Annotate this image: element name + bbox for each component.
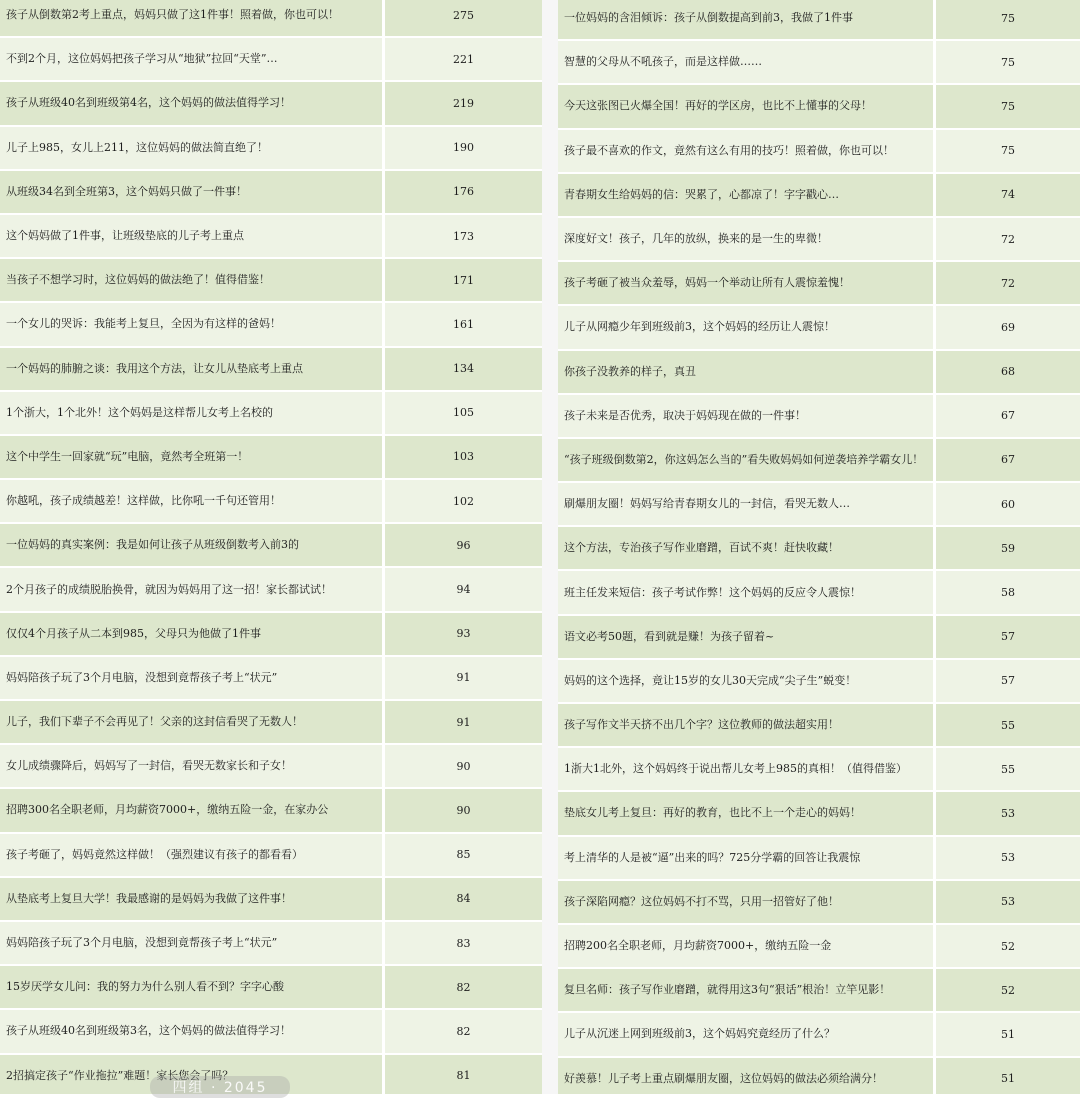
article-title-cell: 儿子，我们下辈子不会再见了！父亲的这封信看哭了无数人！ [0, 701, 385, 745]
article-title-cell: 妈妈的这个选择，竟让15岁的女儿30天完成“尖子生”蜕变！ [558, 660, 936, 704]
read-count-cell: 67 [936, 395, 1080, 439]
table-row [558, 306, 1080, 350]
table-row [0, 966, 542, 1010]
table-row [558, 704, 1080, 748]
read-count-cell: 81 [385, 1055, 542, 1095]
article-title-cell: 不到2个月，这位妈妈把孩子学习从“地狱”拉回“天堂”… [0, 38, 385, 82]
article-title-cell: 你孩子没教养的样子，真丑 [558, 351, 936, 395]
table-row [0, 480, 542, 524]
read-count-cell: 67 [936, 439, 1080, 483]
table-row [558, 660, 1080, 704]
table-row [558, 571, 1080, 615]
article-title-cell: 孩子从班级40名到班级第4名，这个妈妈的做法值得学习！ [0, 82, 385, 126]
read-count-cell: 90 [385, 789, 542, 833]
table-row [0, 878, 542, 922]
article-title-cell: 孩子深陷网瘾？这位妈妈不打不骂，只用一招管好了他！ [558, 881, 936, 925]
article-title-cell: 考上清华的人是被“逼”出来的吗？725分学霸的回答让我震惊 [558, 837, 936, 881]
read-count-cell: 55 [936, 704, 1080, 748]
article-title-cell: 妈妈陪孩子玩了3个月电脑，没想到竟帮孩子考上“状元” [0, 922, 385, 966]
read-count-cell: 52 [936, 925, 1080, 969]
table-row [0, 38, 542, 82]
table-row [558, 174, 1080, 218]
table-row [0, 745, 542, 789]
article-title-cell: 孩子考砸了被当众羞辱，妈妈一个举动让所有人震惊羞愧！ [558, 262, 936, 306]
article-title-cell: 儿子从沉迷上网到班级前3，这个妈妈究竟经历了什么？ [558, 1013, 936, 1057]
table-row [558, 969, 1080, 1013]
article-title-cell: 一个女儿的哭诉：我能考上复旦，全因为有这样的爸妈！ [0, 303, 385, 347]
article-title-cell: 1浙大1北外，这个妈妈终于说出帮儿女考上985的真相！（值得借鉴） [558, 748, 936, 792]
table-row [558, 1058, 1080, 1095]
article-title-cell: 一位妈妈的含泪倾诉：孩子从倒数提高到前3，我做了1件事 [558, 0, 936, 41]
table-row [0, 215, 542, 259]
table-row [0, 0, 542, 38]
read-count-cell: 84 [385, 878, 542, 922]
read-count-cell: 75 [936, 41, 1080, 85]
read-count-cell: 72 [936, 262, 1080, 306]
read-count-cell: 85 [385, 834, 542, 878]
table-row [558, 925, 1080, 969]
read-count-cell: 53 [936, 837, 1080, 881]
read-count-cell: 75 [936, 85, 1080, 129]
read-count-cell: 57 [936, 616, 1080, 660]
read-count-cell: 176 [385, 171, 542, 215]
article-title-cell: 孩子最不喜欢的作文，竟然有这么有用的技巧！照着做，你也可以！ [558, 130, 936, 174]
article-title-cell: “孩子班级倒数第2，你这妈怎么当的”看失败妈妈如何逆袭培养学霸女儿！ [558, 439, 936, 483]
table-row [0, 834, 542, 878]
read-count-cell: 91 [385, 657, 542, 701]
article-title-cell: 孩子从班级40名到班级第3名，这个妈妈的做法值得学习！ [0, 1010, 385, 1054]
article-title-cell: 15岁厌学女儿问：我的努力为什么别人看不到？字字心酸 [0, 966, 385, 1010]
article-title-cell: 智慧的父母从不吼孩子，而是这样做…… [558, 41, 936, 85]
article-title-cell: 孩子考砸了，妈妈竟然这样做！（强烈建议有孩子的都看看） [0, 834, 385, 878]
article-title-cell: 儿子上985，女儿上211，这位妈妈的做法简直绝了！ [0, 127, 385, 171]
article-title-cell: 今天这张图已火爆全国！再好的学区房，也比不上懂事的父母！ [558, 85, 936, 129]
table-row [558, 1013, 1080, 1057]
read-count-cell: 171 [385, 259, 542, 303]
table-row [0, 392, 542, 436]
read-count-cell: 59 [936, 527, 1080, 571]
article-title-cell: 2招搞定孩子“作业拖拉”难题！家长您会了吗？ [0, 1055, 385, 1095]
article-title-cell: 这个方法，专治孩子写作业磨蹭，百试不爽！赶快收藏！ [558, 527, 936, 571]
article-title-cell: 妈妈陪孩子玩了3个月电脑，没想到竟帮孩子考上“状元” [0, 657, 385, 701]
table-row [0, 922, 542, 966]
article-title-cell: 招聘200名全职老师，月均薪资7000+，缴纳五险一金 [558, 925, 936, 969]
read-count-cell: 57 [936, 660, 1080, 704]
table-row [0, 657, 542, 701]
article-title-cell: 从垫底考上复旦大学！我最感谢的是妈妈为我做了这件事！ [0, 878, 385, 922]
table-row [0, 303, 542, 347]
article-title-cell: 孩子从倒数第2考上重点，妈妈只做了这1件事！照着做，你也可以！ [0, 0, 385, 38]
read-count-cell: 102 [385, 480, 542, 524]
read-count-cell: 275 [385, 0, 542, 38]
read-count-cell: 190 [385, 127, 542, 171]
read-count-cell: 53 [936, 881, 1080, 925]
article-title-cell: 女儿成绩骤降后，妈妈写了一封信，看哭无数家长和子女！ [0, 745, 385, 789]
table-row [0, 127, 542, 171]
read-count-cell: 103 [385, 436, 542, 480]
article-title-cell: 儿子从网瘾少年到班级前3，这个妈妈的经历让人震惊！ [558, 306, 936, 350]
table-row [558, 792, 1080, 836]
article-title-cell: 招聘300名全职老师，月均薪资7000+，缴纳五险一金，在家办公 [0, 789, 385, 833]
read-count-cell: 161 [385, 303, 542, 347]
article-title-cell: 2个月孩子的成绩脱胎换骨，就因为妈妈用了这一招！家长都试试！ [0, 568, 385, 612]
read-count-cell: 72 [936, 218, 1080, 262]
table-row [0, 171, 542, 215]
read-count-cell: 69 [936, 306, 1080, 350]
table-row [558, 41, 1080, 85]
read-count-cell: 51 [936, 1058, 1080, 1095]
table-row [558, 395, 1080, 439]
table-row [0, 436, 542, 480]
read-count-cell: 94 [385, 568, 542, 612]
table-row [0, 259, 542, 303]
read-count-cell: 96 [385, 524, 542, 568]
article-title-cell: 好羡慕！儿子考上重点刷爆朋友圈，这位妈妈的做法必须给满分！ [558, 1058, 936, 1095]
table-row [558, 527, 1080, 571]
table-row [558, 881, 1080, 925]
table-gutter [542, 0, 558, 1094]
table-row [0, 568, 542, 612]
read-count-cell: 75 [936, 0, 1080, 41]
article-title-cell: 孩子写作文半天挤不出几个字？这位教师的做法超实用！ [558, 704, 936, 748]
read-count-cell: 83 [385, 922, 542, 966]
read-count-cell: 52 [936, 969, 1080, 1013]
table-row [558, 837, 1080, 881]
table-row [558, 85, 1080, 129]
article-title-cell: 孩子未来是否优秀，取决于妈妈现在做的一件事！ [558, 395, 936, 439]
article-title-cell: 刷爆朋友圈！妈妈写给青春期女儿的一封信，看哭无数人… [558, 483, 936, 527]
read-count-cell: 219 [385, 82, 542, 126]
watermark: 四组 · 2045 [150, 1076, 290, 1098]
article-title-cell: 一个妈妈的肺腑之谈：我用这个方法，让女儿从垫底考上重点 [0, 348, 385, 392]
table-row [0, 701, 542, 745]
article-title-cell: 这个妈妈做了1件事，让班级垫底的儿子考上重点 [0, 215, 385, 259]
table-row [0, 524, 542, 568]
article-title-cell: 青春期女生给妈妈的信：哭累了，心都凉了！字字戳心… [558, 174, 936, 218]
table-row [0, 789, 542, 833]
table-row [558, 483, 1080, 527]
read-count-cell: 134 [385, 348, 542, 392]
table-row [558, 439, 1080, 483]
table-row [558, 748, 1080, 792]
read-count-cell: 55 [936, 748, 1080, 792]
article-title-cell: 仅仅4个月孩子从二本到985，父母只为他做了1件事 [0, 613, 385, 657]
read-count-cell: 60 [936, 483, 1080, 527]
article-title-cell: 从班级34名到全班第3，这个妈妈只做了一件事！ [0, 171, 385, 215]
table-row [0, 1010, 542, 1054]
table-row [558, 0, 1080, 41]
read-count-cell: 51 [936, 1013, 1080, 1057]
table-row [558, 616, 1080, 660]
table-row [558, 130, 1080, 174]
read-count-cell: 68 [936, 351, 1080, 395]
article-title-cell: 一位妈妈的真实案例：我是如何让孩子从班级倒数考入前3的 [0, 524, 385, 568]
read-count-cell: 173 [385, 215, 542, 259]
read-count-cell: 82 [385, 966, 542, 1010]
article-title-cell: 班主任发来短信：孩子考试作弊！这个妈妈的反应令人震惊！ [558, 571, 936, 615]
article-title-cell: 你越吼，孩子成绩越差！这样做，比你吼一千句还管用！ [0, 480, 385, 524]
read-count-cell: 53 [936, 792, 1080, 836]
article-title-cell: 这个中学生一回家就“玩”电脑，竟然考全班第一！ [0, 436, 385, 480]
read-count-cell: 93 [385, 613, 542, 657]
read-count-cell: 221 [385, 38, 542, 82]
read-count-cell: 105 [385, 392, 542, 436]
table-row [558, 218, 1080, 262]
article-title-cell: 1个浙大，1个北外！这个妈妈是这样帮儿女考上名校的 [0, 392, 385, 436]
article-title-cell: 复旦名师：孩子写作业磨蹭，就得用这3句“狠话”根治！立竿见影！ [558, 969, 936, 1013]
table-row [558, 262, 1080, 306]
read-count-cell: 75 [936, 130, 1080, 174]
article-title-cell: 语文必考50题，看到就是赚！为孩子留着~ [558, 616, 936, 660]
article-title-cell: 垫底女儿考上复旦：再好的教育，也比不上一个走心的妈妈！ [558, 792, 936, 836]
article-title-cell: 深度好文！孩子，几年的放纵，换来的是一生的卑微！ [558, 218, 936, 262]
read-count-cell: 74 [936, 174, 1080, 218]
table-row [558, 351, 1080, 395]
read-count-cell: 58 [936, 571, 1080, 615]
table-row [0, 613, 542, 657]
read-count-cell: 91 [385, 701, 542, 745]
read-count-cell: 82 [385, 1010, 542, 1054]
article-title-cell: 当孩子不想学习时，这位妈妈的做法绝了！值得借鉴！ [0, 259, 385, 303]
right-article-table [558, 0, 1080, 1094]
table-row [0, 82, 542, 126]
read-count-cell: 90 [385, 745, 542, 789]
table-row [0, 348, 542, 392]
